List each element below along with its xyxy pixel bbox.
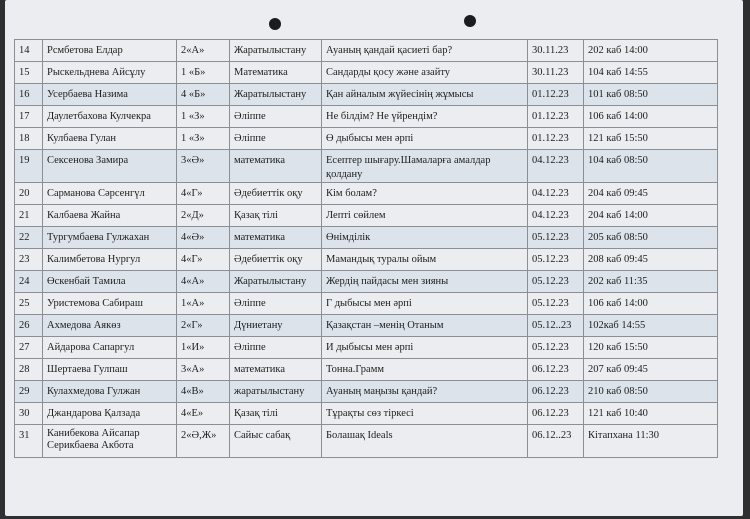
teacher-name-cell: Сарманова Сәрсенгүл bbox=[43, 183, 177, 205]
table-row bbox=[15, 40, 718, 62]
date-cell: 05.12.23 bbox=[528, 271, 584, 293]
row-number-cell: 22 bbox=[15, 227, 43, 249]
lesson-topic-cell: Қазақстан –менің Отаным bbox=[322, 315, 528, 337]
date-cell: 30.11.23 bbox=[528, 62, 584, 84]
room-time-cell: Кітапхана 11:30 bbox=[584, 425, 718, 458]
date-cell: 01.12.23 bbox=[528, 84, 584, 106]
row-number-cell: 20 bbox=[15, 183, 43, 205]
date-cell: 05.12.23 bbox=[528, 337, 584, 359]
teacher-name-cell: Калимбетова Нургул bbox=[43, 249, 177, 271]
room-time-cell: 202 каб 14:00 bbox=[584, 40, 718, 62]
subject-cell: Жаратылыстану bbox=[230, 271, 322, 293]
class-cell: 4«А» bbox=[177, 271, 230, 293]
date-cell: 04.12.23 bbox=[528, 205, 584, 227]
class-cell: 2«Ә,Ж» bbox=[177, 425, 230, 458]
lesson-topic-cell: Ауаның қандай қасиеті бар? bbox=[322, 40, 528, 62]
room-time-cell: 121 каб 10:40 bbox=[584, 403, 718, 425]
table-row bbox=[15, 227, 718, 249]
class-cell: 2«Г» bbox=[177, 315, 230, 337]
teacher-name-cell: Кулахмедова Гулжан bbox=[43, 381, 177, 403]
subject-cell: Жаратылыстану bbox=[230, 84, 322, 106]
date-cell: 05.12.23 bbox=[528, 227, 584, 249]
table-row bbox=[15, 381, 718, 403]
date-cell: 06.12.23 bbox=[528, 359, 584, 381]
punch-hole bbox=[269, 18, 281, 30]
class-cell: 4 «Б» bbox=[177, 84, 230, 106]
teacher-name-cell: Шертаева Гулпаш bbox=[43, 359, 177, 381]
lesson-topic-cell: Өнімділік bbox=[322, 227, 528, 249]
teacher-name-cell: Тургумбаева Гулжахан bbox=[43, 227, 177, 249]
lesson-topic-cell: Болашақ Ideals bbox=[322, 425, 528, 458]
subject-cell: математика bbox=[230, 359, 322, 381]
class-cell: 1 «Б» bbox=[177, 62, 230, 84]
room-time-cell: 120 каб 15:50 bbox=[584, 337, 718, 359]
subject-cell: Қазақ тілі bbox=[230, 403, 322, 425]
class-cell: 3«Ә» bbox=[177, 150, 230, 183]
lesson-topic-cell: Кім болам? bbox=[322, 183, 528, 205]
lesson-topic-cell: И дыбысы мен әрпі bbox=[322, 337, 528, 359]
subject-cell: математика bbox=[230, 227, 322, 249]
room-time-cell: 205 каб 08:50 bbox=[584, 227, 718, 249]
row-number-cell: 17 bbox=[15, 106, 43, 128]
table-row bbox=[15, 128, 718, 150]
table-body bbox=[15, 40, 718, 458]
date-cell: 06.12.23 bbox=[528, 403, 584, 425]
table-row bbox=[15, 271, 718, 293]
table-row bbox=[15, 315, 718, 337]
room-time-cell: 208 каб 09:45 bbox=[584, 249, 718, 271]
subject-cell: Дүниетану bbox=[230, 315, 322, 337]
class-cell: 1 «З» bbox=[177, 128, 230, 150]
subject-cell: Әліппе bbox=[230, 128, 322, 150]
room-time-cell: 101 каб 08:50 bbox=[584, 84, 718, 106]
row-number-cell: 19 bbox=[15, 150, 43, 183]
teacher-name-cell: Рсмбетова Елдар bbox=[43, 40, 177, 62]
document-page bbox=[5, 0, 743, 516]
subject-cell: Әліппе bbox=[230, 293, 322, 315]
row-number-cell: 28 bbox=[15, 359, 43, 381]
teacher-name-cell: Ахмедова Аякөз bbox=[43, 315, 177, 337]
teacher-name-cell: Айдарова Сапаргул bbox=[43, 337, 177, 359]
room-time-cell: 102каб 14:55 bbox=[584, 315, 718, 337]
subject-cell: Сайыс сабақ bbox=[230, 425, 322, 458]
row-number-cell: 23 bbox=[15, 249, 43, 271]
room-time-cell: 121 каб 15:50 bbox=[584, 128, 718, 150]
punch-hole bbox=[464, 15, 476, 27]
room-time-cell: 106 каб 14:00 bbox=[584, 293, 718, 315]
class-cell: 4«Г» bbox=[177, 249, 230, 271]
date-cell: 30.11.23 bbox=[528, 40, 584, 62]
row-number-cell: 30 bbox=[15, 403, 43, 425]
date-cell: 05.12.23 bbox=[528, 293, 584, 315]
date-cell: 01.12.23 bbox=[528, 128, 584, 150]
date-cell: 05.12.23 bbox=[528, 249, 584, 271]
table-row bbox=[15, 359, 718, 381]
date-cell: 04.12.23 bbox=[528, 150, 584, 183]
row-number-cell: 15 bbox=[15, 62, 43, 84]
room-time-cell: 207 каб 09:45 bbox=[584, 359, 718, 381]
row-number-cell: 25 bbox=[15, 293, 43, 315]
row-number-cell: 31 bbox=[15, 425, 43, 458]
lesson-topic-cell: Г дыбысы мен әрпі bbox=[322, 293, 528, 315]
row-number-cell: 24 bbox=[15, 271, 43, 293]
date-cell: 06.12.23 bbox=[528, 381, 584, 403]
teacher-name-cell: Рыскельднева Айсұлу bbox=[43, 62, 177, 84]
date-cell: 06.12..23 bbox=[528, 425, 584, 458]
teacher-name-cell: Калбаева Жайна bbox=[43, 205, 177, 227]
class-cell: 2«А» bbox=[177, 40, 230, 62]
class-cell: 1«А» bbox=[177, 293, 230, 315]
date-cell: 05.12..23 bbox=[528, 315, 584, 337]
teacher-name-cell: Өскенбай Тамила bbox=[43, 271, 177, 293]
lesson-topic-cell: Ө дыбысы мен әрпі bbox=[322, 128, 528, 150]
table-row bbox=[15, 249, 718, 271]
class-cell: 4«Г» bbox=[177, 183, 230, 205]
schedule-table bbox=[14, 39, 718, 458]
room-time-cell: 202 каб 11:35 bbox=[584, 271, 718, 293]
lesson-topic-cell: Тонна.Грамм bbox=[322, 359, 528, 381]
room-time-cell: 104 каб 14:55 bbox=[584, 62, 718, 84]
class-cell: 3«А» bbox=[177, 359, 230, 381]
lesson-topic-cell: Есептер шығару.Шамаларға амалдар қолдану bbox=[322, 150, 528, 183]
class-cell: 1 «З» bbox=[177, 106, 230, 128]
class-cell: 1«И» bbox=[177, 337, 230, 359]
row-number-cell: 29 bbox=[15, 381, 43, 403]
subject-cell: математика bbox=[230, 150, 322, 183]
subject-cell: жаратылыстану bbox=[230, 381, 322, 403]
table-row bbox=[15, 183, 718, 205]
subject-cell: Әліппе bbox=[230, 106, 322, 128]
table-row bbox=[15, 425, 718, 458]
lesson-topic-cell: Сандарды қосу және азайту bbox=[322, 62, 528, 84]
teacher-name-cell: Канибекова Айсапар Серикбаева Акбота bbox=[43, 425, 177, 458]
teacher-name-cell: Усербаева Назима bbox=[43, 84, 177, 106]
table-row bbox=[15, 337, 718, 359]
class-cell: 4«Ә» bbox=[177, 227, 230, 249]
date-cell: 01.12.23 bbox=[528, 106, 584, 128]
table-row bbox=[15, 106, 718, 128]
row-number-cell: 18 bbox=[15, 128, 43, 150]
subject-cell: Әдебиеттік оқу bbox=[230, 249, 322, 271]
table-row bbox=[15, 150, 718, 183]
room-time-cell: 106 каб 14:00 bbox=[584, 106, 718, 128]
row-number-cell: 27 bbox=[15, 337, 43, 359]
row-number-cell: 21 bbox=[15, 205, 43, 227]
row-number-cell: 26 bbox=[15, 315, 43, 337]
date-cell: 04.12.23 bbox=[528, 183, 584, 205]
subject-cell: Қазақ тілі bbox=[230, 205, 322, 227]
teacher-name-cell: Кулбаева Гулан bbox=[43, 128, 177, 150]
subject-cell: Әліппе bbox=[230, 337, 322, 359]
lesson-topic-cell: Мамандық туралы ойым bbox=[322, 249, 528, 271]
lesson-topic-cell: Қан айналым жүйесінің жұмысы bbox=[322, 84, 528, 106]
room-time-cell: 210 каб 08:50 bbox=[584, 381, 718, 403]
class-cell: 4«В» bbox=[177, 381, 230, 403]
table-row bbox=[15, 84, 718, 106]
subject-cell: Жаратылыстану bbox=[230, 40, 322, 62]
lesson-topic-cell: Тұрақты сөз тіркесі bbox=[322, 403, 528, 425]
teacher-name-cell: Джандарова Қалзада bbox=[43, 403, 177, 425]
row-number-cell: 16 bbox=[15, 84, 43, 106]
lesson-topic-cell: Жердің пайдасы мен зияны bbox=[322, 271, 528, 293]
class-cell: 2«Д» bbox=[177, 205, 230, 227]
lesson-topic-cell: Лепті сөйлем bbox=[322, 205, 528, 227]
teacher-name-cell: Даулетбахова Кулчекра bbox=[43, 106, 177, 128]
lesson-topic-cell: Ауаның маңызы қандай? bbox=[322, 381, 528, 403]
room-time-cell: 104 каб 08:50 bbox=[584, 150, 718, 183]
room-time-cell: 204 каб 09:45 bbox=[584, 183, 718, 205]
lesson-topic-cell: Не білдім? Не үйрендім? bbox=[322, 106, 528, 128]
table-row bbox=[15, 62, 718, 84]
table-row bbox=[15, 293, 718, 315]
class-cell: 4«Е» bbox=[177, 403, 230, 425]
teacher-name-cell: Уристемова Сабираш bbox=[43, 293, 177, 315]
table-row bbox=[15, 403, 718, 425]
subject-cell: Әдебиеттік оқу bbox=[230, 183, 322, 205]
room-time-cell: 204 каб 14:00 bbox=[584, 205, 718, 227]
row-number-cell: 14 bbox=[15, 40, 43, 62]
teacher-name-cell: Сексенова Замира bbox=[43, 150, 177, 183]
subject-cell: Математика bbox=[230, 62, 322, 84]
table-row bbox=[15, 205, 718, 227]
